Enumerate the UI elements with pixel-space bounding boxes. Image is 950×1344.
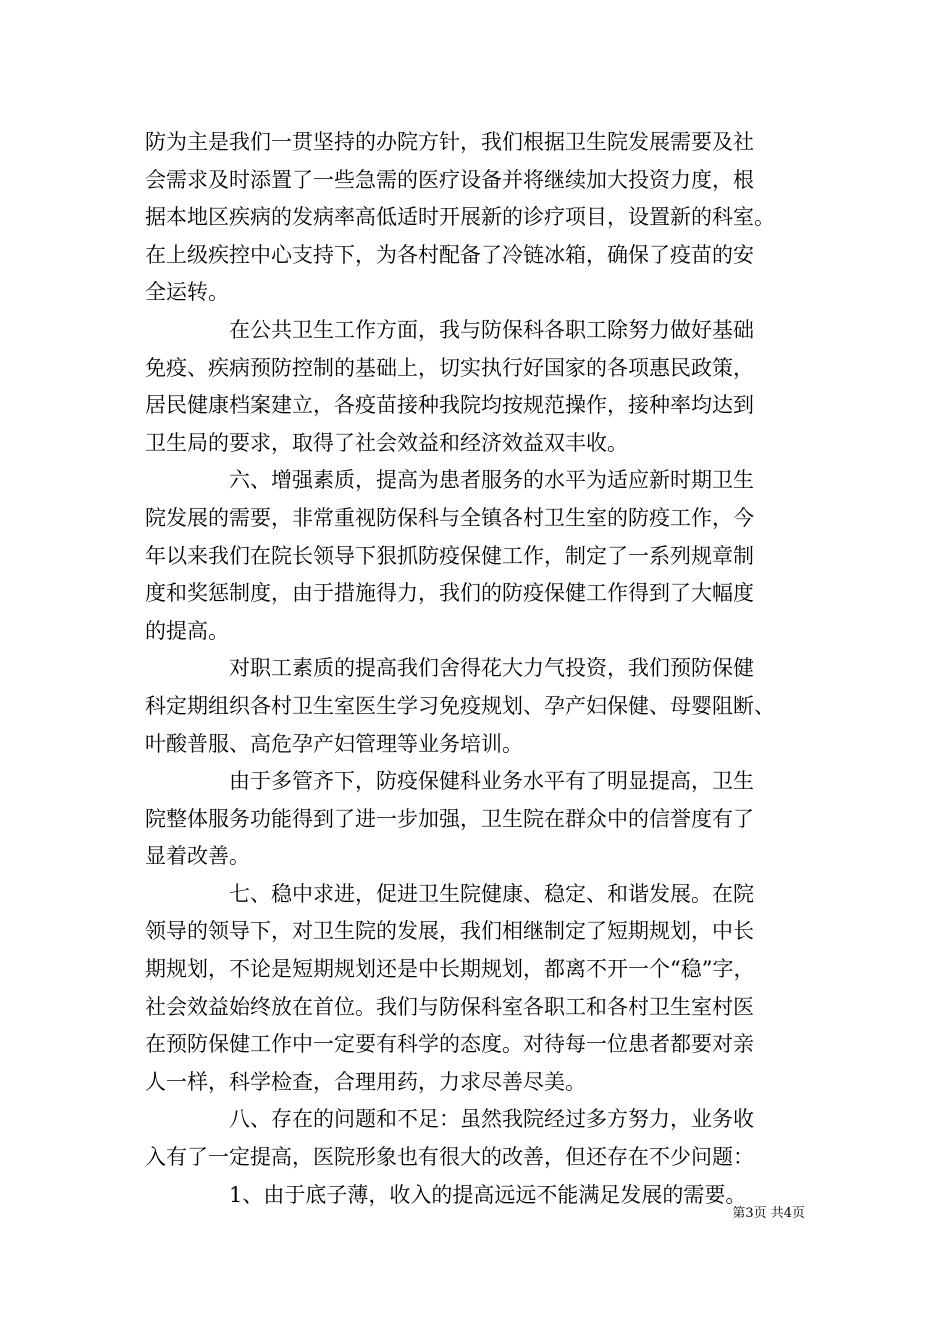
- paragraph-5: 由于多管齐下，防疫保健科业务水平有了明显提高，卫生 院整体服务功能得到了进一步加强，卫生院在群众中的信誉度有了 显着改善。: [145, 769, 754, 869]
- paragraph-2: 在公共卫生工作方面，我与防保科各职工除努力做好基础 免疫、疾病预防控制的基础上，切实执行好国家的各项惠民政策， 居民健康档案建立，各疫苗接种我院均按规范操作，接种率均达到 卫生局的要求，取得了社会效益和经济效益双丰收。: [145, 317, 754, 455]
- page-number: 第3页 共4页: [732, 1206, 805, 1221]
- paragraph-4: 对职工素质的提高我们舍得花大力气投资，我们预防保健 科定期组织各村卫生室医生学习免疫规划、孕产妇保健、母婴阻断、 叶酸普服、高危孕产妇管理等业务培训。: [145, 656, 775, 756]
- paragraph-3: 六、增强素质，提高为患者服务的水平为适应新时期卫生 院发展的需要，非常重视防保科与全镇各村卫生室的防疫工作，今 年以来我们在院长领导下狠抓防疫保健工作，制定了一系列规章制 度和奖惩制度，由于措施得力，我们的防疫保健工作得到了大幅度 的提高。: [145, 468, 754, 643]
- paragraph-6: 七、稳中求进，促进卫生院健康、稳定、和谐发展。在院 领导的领导下，对卫生院的发展，我们相继制定了短期规划，中长 期规划，不论是短期规划还是中长期规划，都离不开一个“稳”字， 社会效益始终放在首位。我们与防保科室各职工和各村卫生室村医 在预防保健工作中一定要有科学的态度。对待每一位患者都要对亲 人一样，科学检查，合理用药，力求尽善尽美。: [145, 881, 755, 1094]
- document-body: [145, 124, 825, 1214]
- paragraph-8: 1、由于底子薄，收入的提高远远不能满足发展的需要。: [145, 1182, 747, 1207]
- paragraph-7: 八、存在的问题和不足：虽然我院经过多方努力，业务收 入有了一定提高，医院形象也有很大的改善，但还存在不少问题：: [145, 1107, 754, 1170]
- paragraph-1: 防为主是我们一贯坚持的办院方针，我们根据卫生院发展需要及社 会需求及时添置了一些急需的医疗设备并将继续加大投资力度，根 据本地区疾病的发病率高低适时开展新的诊疗项目，设置新的科室。 在上级疾控中心支持下，为各村配备了冷链冰箱，确保了疫苗的安 全运转。: [145, 130, 775, 305]
